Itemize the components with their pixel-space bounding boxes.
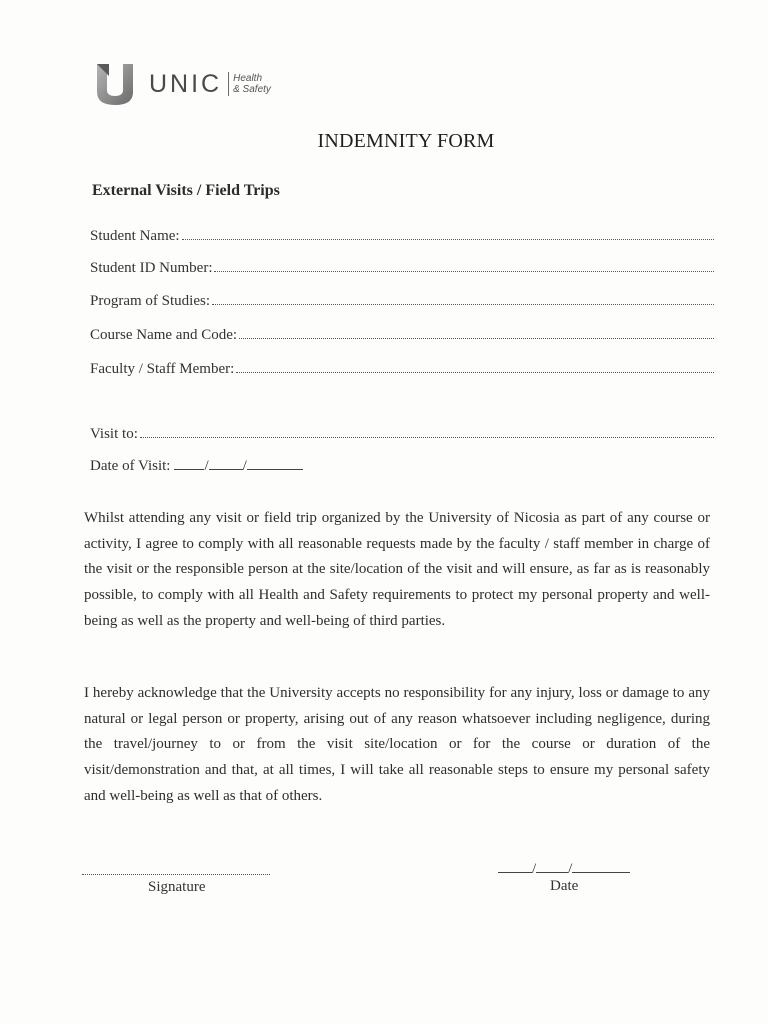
signature-label: Signature bbox=[148, 879, 206, 895]
date-separator: / bbox=[204, 458, 209, 474]
date-separator: / bbox=[242, 458, 247, 474]
visit-to-field[interactable] bbox=[90, 425, 714, 443]
logo-name: UNIC bbox=[149, 69, 223, 98]
field-label: Student ID Number: bbox=[90, 260, 213, 276]
field-dotted-line bbox=[214, 259, 714, 272]
date-of-visit-field[interactable] bbox=[90, 457, 303, 475]
faculty-staff-member-field[interactable] bbox=[90, 360, 714, 378]
signature-line[interactable] bbox=[82, 866, 270, 875]
course-name-code-field[interactable] bbox=[90, 326, 714, 344]
date-of-visit-label: Date of Visit: bbox=[90, 458, 171, 474]
field-dotted-line bbox=[239, 326, 714, 339]
field-label: Faculty / Staff Member: bbox=[90, 361, 235, 377]
sig-year-blank[interactable] bbox=[572, 860, 630, 873]
compliance-paragraph: Whilst attending any visit or field trip organized by the University of Nicosia as part of any course or activity, I agree to comply with all reasonable requests made by the faculty / staff member in charge of the visit or the responsible person at the site/location of the visit and will ensure, as far as is reasonably possible, to comply with all Health and Safety requirements to protect my personal property and well-being as well as the property and well-being of third parties. bbox=[84, 510, 710, 629]
month-blank[interactable] bbox=[209, 457, 243, 470]
field-label: Program of Studies: bbox=[90, 293, 210, 309]
logo-separator bbox=[228, 72, 229, 96]
student-name-field[interactable] bbox=[90, 227, 714, 245]
student-id-field[interactable] bbox=[90, 259, 714, 277]
field-dotted-line bbox=[236, 360, 714, 373]
field-dotted-line bbox=[212, 292, 714, 305]
unic-logo bbox=[95, 62, 271, 106]
logo-subtitle bbox=[233, 73, 271, 95]
field-label: Visit to: bbox=[90, 426, 138, 442]
sig-month-blank[interactable] bbox=[536, 860, 568, 873]
field-dotted-line bbox=[182, 227, 714, 240]
date-separator: / bbox=[568, 861, 573, 877]
signature-date-field[interactable] bbox=[498, 860, 630, 878]
field-dotted-line bbox=[140, 425, 714, 438]
form-subtitle: External Visits / Field Trips bbox=[92, 182, 280, 199]
logo-sub-line1: Health bbox=[233, 73, 263, 84]
date-separator: / bbox=[532, 861, 537, 877]
unic-logo-mark-icon bbox=[95, 62, 135, 106]
sig-day-blank[interactable] bbox=[498, 860, 532, 873]
field-label: Student Name: bbox=[90, 228, 180, 244]
year-blank[interactable] bbox=[247, 457, 303, 470]
date-label: Date bbox=[550, 878, 579, 894]
acknowledgement-paragraph: I hereby acknowledge that the University accepts no responsibility for any injury, loss or damage to any natural or legal person or property, arising out of any reason whatsoever including negligence, during the travel/journey to or from the visit site/location or for the course or duration of the visit/demonstration and that, at all times, I will take all reasonable steps to ensure my personal safety and well-being as well as that of others. bbox=[84, 685, 710, 804]
logo-sub-line2: & Safety bbox=[233, 84, 271, 95]
form-title: INDEMNITY FORM bbox=[317, 130, 495, 152]
day-blank[interactable] bbox=[174, 457, 204, 470]
program-of-studies-field[interactable] bbox=[90, 292, 714, 310]
field-label: Course Name and Code: bbox=[90, 327, 238, 343]
